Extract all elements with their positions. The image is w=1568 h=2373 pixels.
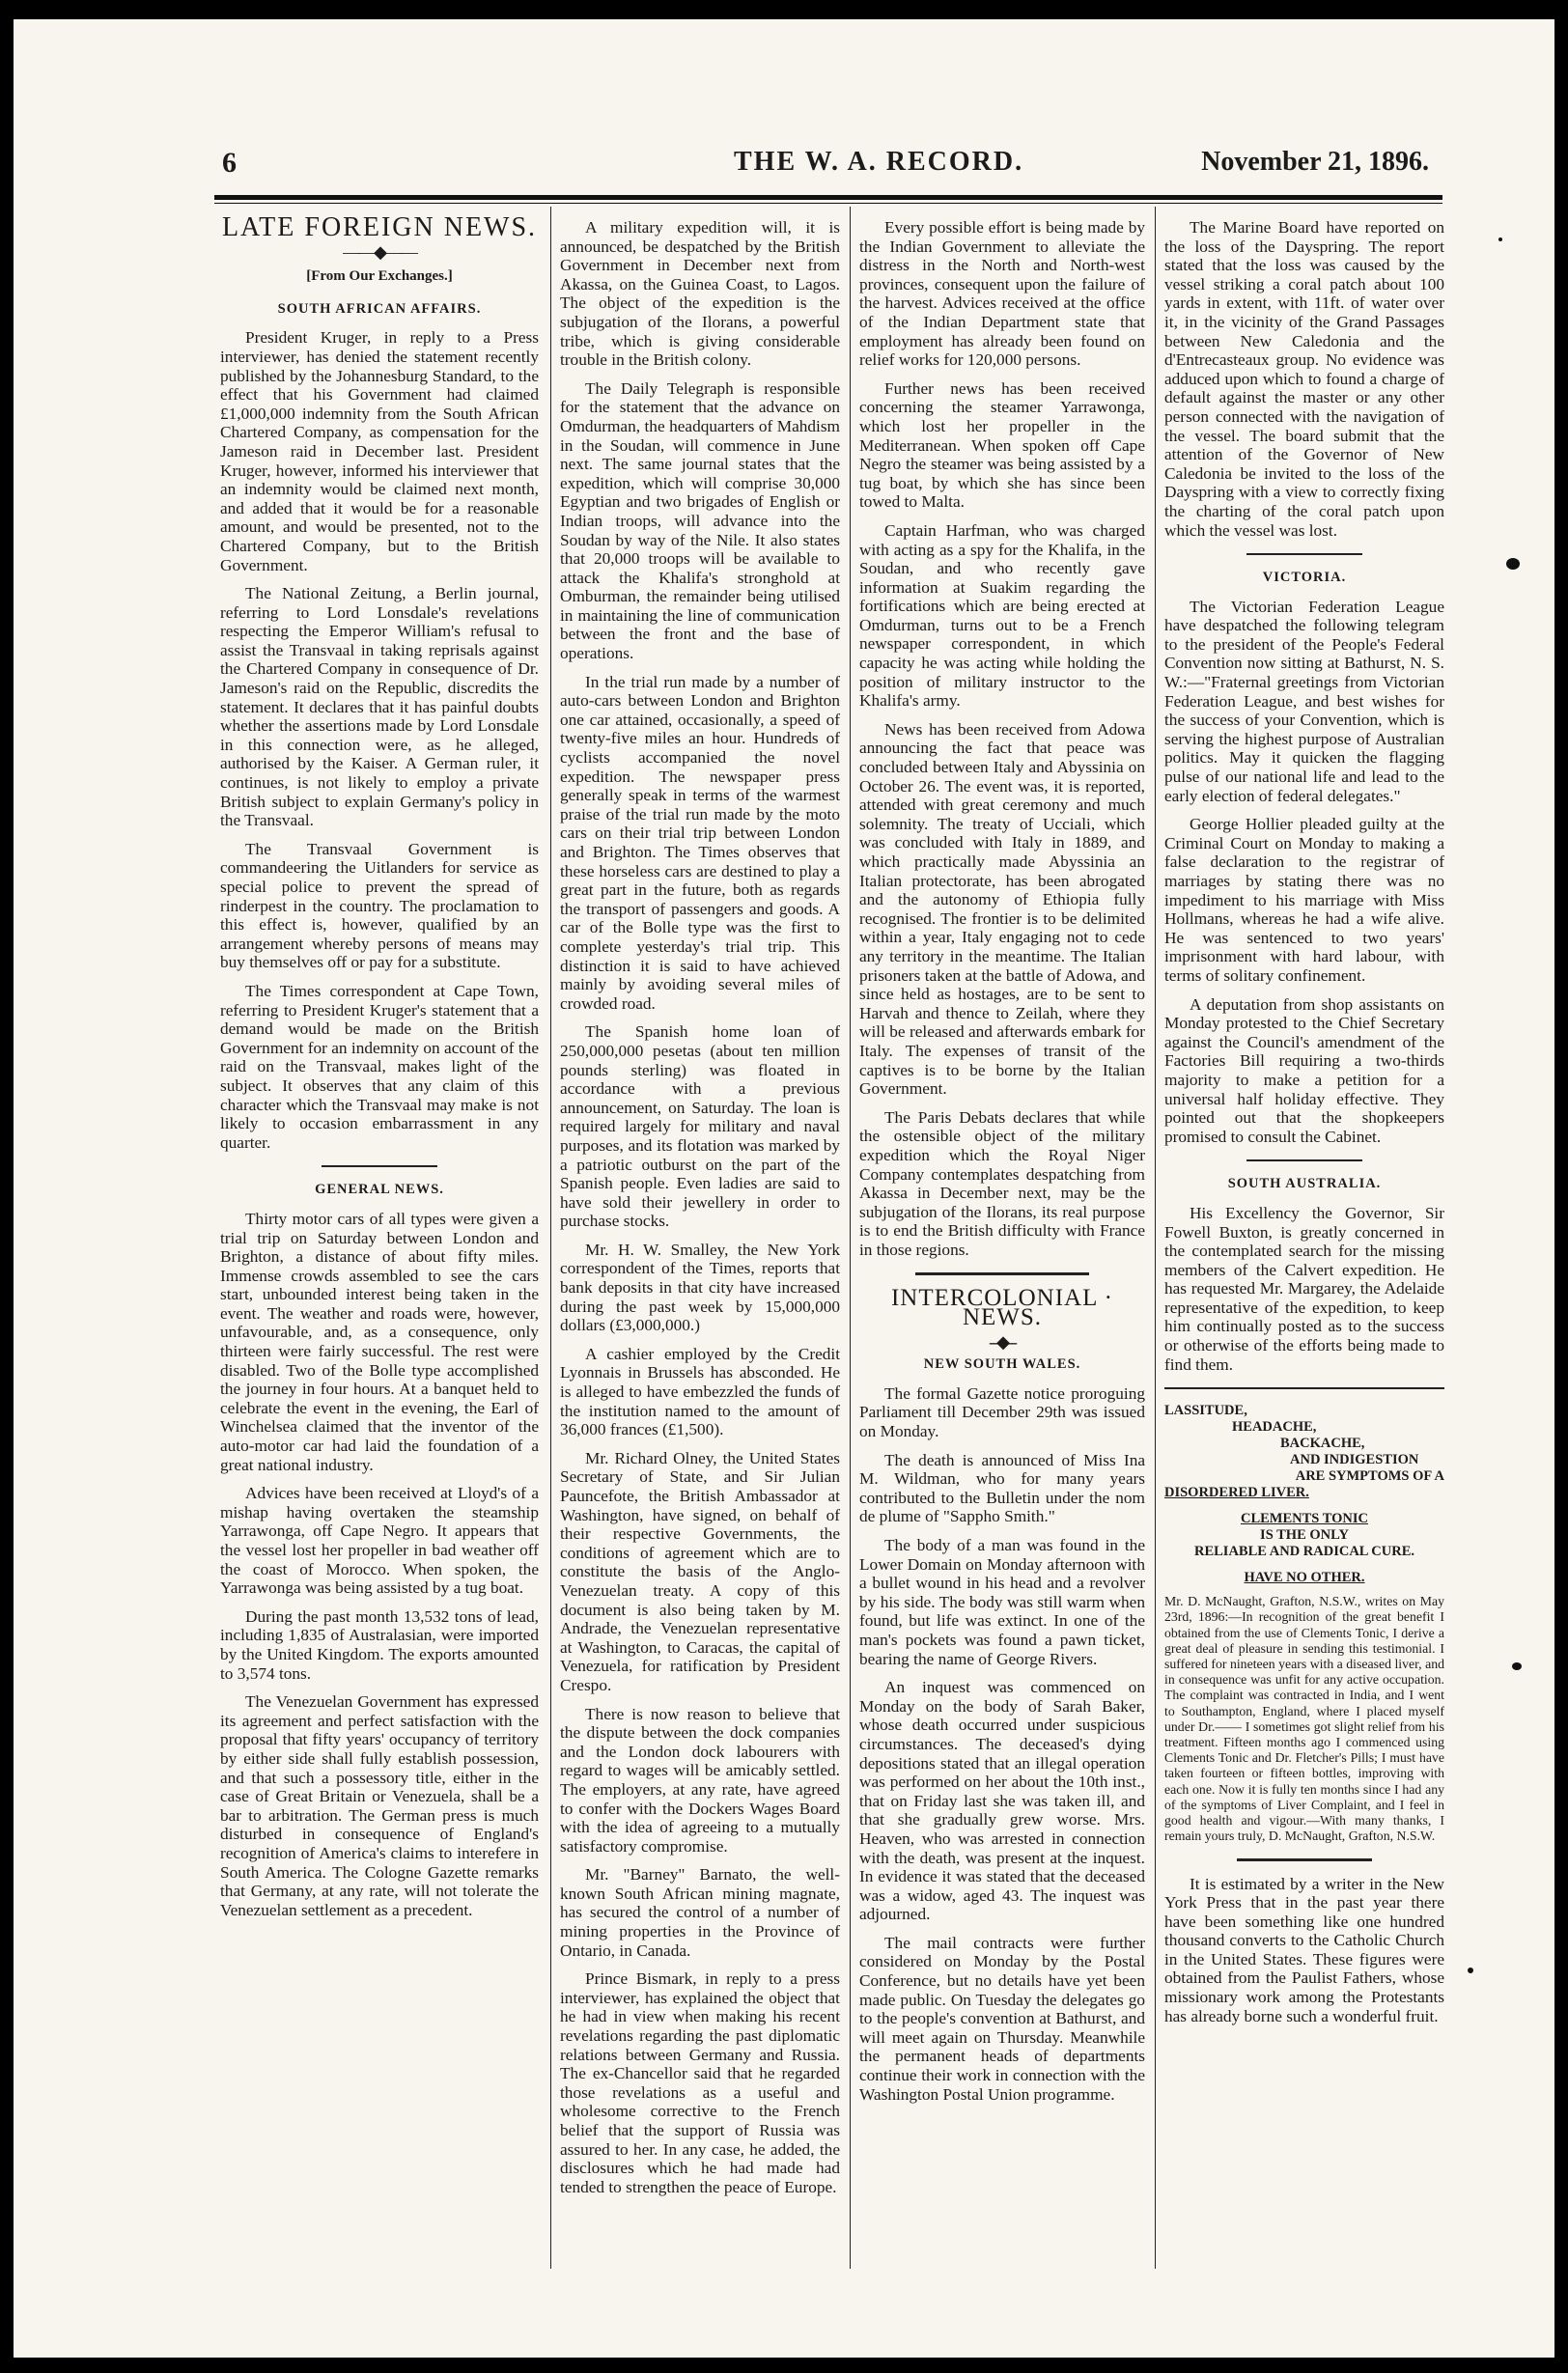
article-paragraph: The Spanish home loan of 250,000,000 pesetas (about ten million pounds sterling) was floated in accordance with a previous announcement, on Saturday. The loan is required largely for military and naval purposes, and its flotation was marked by a patriotic outburst on the part of the Spanish people. Even ladies are said to have sold their jewellery in order to purchase stocks. <box>560 1022 840 1231</box>
article-paragraph: A military expedition will, it is announced, be despatched by the British Government in December next from Akassa, on the Guinea Coast, to Lagos. The object of the expedition is the subjugation of the Ilorans, a powerful tribe, which is giving considerable trouble in the British colony. <box>560 218 840 370</box>
advertisement <box>1164 1403 1444 1586</box>
article-paragraph: President Kruger, in reply to a Press interviewer, has denied the statement recently published by the Johannesburg Standard, to the effect that his Government had claimed £1,000,000 indemnity from the South African Chartered Company, as compensation for the Jameson raid in December last. President Kruger, however, informed his interviewer that an indemnity would be claimed next month, and added that it would be for a reasonable amount, and would be presented, not to the Chartered Company, but to the British Government. <box>220 328 539 574</box>
scan-mark <box>1512 1662 1522 1670</box>
subhead-south-african-affairs: SOUTH AFRICAN AFFAIRS. <box>277 300 482 317</box>
section-title-late-foreign-news: LATE FOREIGN NEWS. <box>221 212 538 242</box>
article-paragraph: There is now reason to believe that the dispute between the dock companies and the London dock labourers with regard to wages will be amicably settled. The employers, at any rate, have agreed to confer with the Dockers Wages Board with the idea of agreeing to a mutually satisfactory compromise. <box>560 1704 840 1856</box>
article-paragraph: News has been received from Adowa announcing the fact that peace was concluded between Italy and Abyssinia on October 26. The event was, it is reported, attended with great ceremony and much solemnity. The treaty of Ucciali, which was concluded with Italy in 1889, and which practically made Abyssinia an Italian protectorate, has been abrogated and the autonomy of Ethiopia fully recognised. The frontier is to be delimited within a year, Italy engaging not to cede any territory in the meantime. The Italian prisoners taken at the battle of Adowa, and since held as hostages, are to be sent to Harvah and thence to Zeilah, where they will be released and afterwards embark for Italy. The expenses of transit of the captives is to be borne by the Italian Government. <box>859 719 1145 1099</box>
header-rule-thin <box>214 203 1442 204</box>
scan-mark <box>1498 237 1502 241</box>
subhead-new-south-wales: NEW SOUTH WALES. <box>923 1356 1081 1373</box>
column-rule <box>850 207 851 2269</box>
advert-line: HAVE NO OTHER. <box>1244 1570 1365 1586</box>
advert-line: HEADACHE, <box>1232 1419 1317 1436</box>
column-2 <box>560 218 840 2206</box>
ornament-divider: --◆-- <box>989 1331 1016 1352</box>
advert-line: CLEMENTS TONIC <box>1240 1511 1368 1527</box>
header-rule <box>214 195 1442 200</box>
article-paragraph: Every possible effort is being made by the Indian Government to alleviate the distress in the North and North-west provinces, consequent upon the failure of the harvest. Advices received at the office of the Indian Department state that employment has already been found on relief works for 120,000 persons. <box>859 218 1145 370</box>
column-1 <box>220 212 539 1929</box>
advert-line: AND INDIGESTION <box>1290 1452 1419 1468</box>
section-divider <box>322 1165 437 1167</box>
scan-mark <box>1468 1968 1473 1973</box>
advert-line: IS THE ONLY <box>1260 1527 1349 1544</box>
section-divider <box>1246 553 1362 555</box>
article-paragraph: Further news has been received concerning the steamer Yarrawonga, which lost her propeller in the Mediterranean. When spoken off Cape Negro the steamer was being assisted by a tug boat, by which she has since been towed to Malta. <box>859 378 1145 512</box>
article-paragraph: The Daily Telegraph is responsible for the statement that the advance on Omdurman, the headquarters of Mahdism in the Soudan, will commence in June next. The same journal states that the expedition, which will comprise 30,000 Egyptian and two brigades of English or Indian troops, will advance into the Soudan by way of the Nile. It also states that 20,000 troops will be available to attack the Khalifa's stronghold at Omburman, the remainder being utilised in maintaining the line of communication between the front and the base of operations. <box>560 378 840 663</box>
article-paragraph: The mail contracts were further considered on Monday by the Postal Conference, but no details have yet been made public. On Tuesday the delegates go to the people's convention at Bathurst, and will meet again on Thursday. Meanwhile the permanent heads of departments continue their work in connection with the Washington Postal Union programme. <box>859 1933 1145 2104</box>
advert-line: DISORDERED LIVER. <box>1164 1485 1309 1501</box>
column-4 <box>1164 218 1444 2035</box>
article-paragraph: A deputation from shop assistants on Monday protested to the Chief Secretary against the Council's amendment of the Factories Bill requiring a two-thirds majority to make a petition for a universal half holiday effective. They pointed out that the shopkeepers promised to consult the Cabinet. <box>1164 994 1444 1146</box>
subhead-south-australia: SOUTH AUSTRALIA. <box>1227 1176 1382 1192</box>
page-header <box>212 143 1429 185</box>
article-paragraph: Mr. Richard Olney, the United States Secretary of State, and Sir Julian Pauncefote, the British Ambassador at Washington, have signed, on behalf of their respective Governments, the conditions of agreement which are to constitute the basis of the Anglo-Venezuelan treaty. A copy of this document is also being taken by M. Andrade, the Venezuelan representative at Washington, to Caracas, the capital of Venezuela, for ratification by President Crespo. <box>560 1448 840 1694</box>
article-paragraph: The Transvaal Government is commandeering the Uitlanders for service as special police to prevent the spread of rinderpest in the country. The proclamation to this effect is, however, qualified by an arrangement whereby persons of means may buy themselves off or pay for a substitute. <box>220 839 539 972</box>
ornament-divider: ——◆—— <box>343 241 416 262</box>
issue-date: November 21, 1896. <box>1201 147 1429 177</box>
article-paragraph: In the trial run made by a number of auto-cars between London and Brighton one car attained, occasionally, a speed of twenty-five miles an hour. Hundreds of cyclists accompanied the novel expedition. The newspaper press generally speak in terms of the warmest praise of the trial run made by the moto cars on their trial trip between London and Brighton. The Times observes that these horseless cars are destined to play a great part in the future, both as regards the transport of passengers and goods. A car of the Bolle type was the first to complete yesterday's trial trip. This distinction it is said to have achieved mainly by avoiding several miles of crowded road. <box>560 672 840 1013</box>
advert-rule <box>1164 1387 1444 1389</box>
article-paragraph: An inquest was commenced on Monday on the body of Sarah Baker, whose death occurred under suspicious circumstances. The deceased's dying depositions stated that an illegal operation was performed on her about the 10th inst., that on Friday last she was taken ill, and that she gradually grew worse. Mrs. Heaven, who was arrested in connection with the death, was present at the inquest. In evidence it was stated that the deceased was a widow, aged 43. The inquest was adjourned. <box>859 1678 1145 1924</box>
article-paragraph: The Paris Debats declares that while the ostensible object of the military expedition which the Royal Niger Company contemplates despatching from Akassa in December next, may be the subjugation of the Ilorans, its real purpose is to end the British difficulty with France in those regions. <box>859 1107 1145 1259</box>
column-3 <box>859 218 1145 2113</box>
article-paragraph: Prince Bismark, in reply to a press interviewer, has explained the object that he had in view when making his recent revelations regarding the past diplomatic relations between Germany and Russia. The ex-Chancellor said that he regarded those revelations as a useful and wholesome corrective to the French belief that the support of Russia was assured to her. In any case, he added, the disclosures which he had made had tended to strengthen the peace of Europe. <box>560 1969 840 2196</box>
advert-line: ARE SYMPTOMS OF A <box>1295 1468 1444 1485</box>
section-title-intercolonial-news: INTERCOLONIAL · NEWS. <box>890 1285 1113 1331</box>
subhead-general-news: GENERAL NEWS. <box>315 1182 444 1198</box>
article-paragraph: The body of a man was found in the Lower Domain on Monday afternoon with a bullet wound in his head and a revolver by his side. The body was still warm when found, but life was extinct. In one of the man's pockets was found a pawn ticket, bearing the name of George Rivers. <box>859 1536 1145 1668</box>
article-paragraph: George Hollier pleaded guilty at the Criminal Court on Monday to making a false declaration to the registrar of marriages by stating there was no impediment to his marriage with Miss Hollmans, whereas he had a wife alive. He was sentenced to two years' imprisonment with hard labour, with terms of solitary confinement. <box>1164 815 1444 985</box>
article-paragraph: Thirty motor cars of all types were given a trial trip on Saturday between London and Brighton, a distance of about fifty miles. Immense crowds assembled to see the cars start, unbounded interest being taken in the event. The weather and roads were, however, unfavourable, and, as a consequence, only thirteen were fairly successful. The rest were disabled. Two of the Bolle type accomplished the journey in four hours. At a banquet held to celebrate the event in the evening, the Earl of Winchelsea claimed that the inventor of the auto-motor car had laid the foundation of a great national industry. <box>220 1209 539 1474</box>
page-number: 6 <box>222 147 237 179</box>
article-paragraph: His Excellency the Governor, Sir Fowell Buxton, is greatly concerned in the contemplated search for the missing members of the Calvert expedition. He has requested Mr. Margarey, the Adelaide representative of the expedition, to keep him continually posted as to the success or otherwise of the efforts being made to find them. <box>1164 1203 1444 1374</box>
column-rule <box>1155 207 1156 2269</box>
article-paragraph: The Marine Board have reported on the loss of the Dayspring. The report stated that the loss was caused by the vessel striking a coral patch about 100 yards in extent, with 11ft. of water over it, in the vicinity of the Grand Passages between New Caledonia and the d'Entrecasteaux group. No evidence was adduced upon which to found a charge of default against the master or any other person connected with the navigation of the vessel. The board submit that the attention of the Governor of New Caledonia be invited to the loss of the Dayspring with a view to correctly fixing the charting of the coral patch upon which the vessel was lost. <box>1164 218 1444 540</box>
advert-line: RELIABLE AND RADICAL CURE. <box>1193 1544 1414 1560</box>
article-paragraph: The Victorian Federation League have despatched the following telegram to the president of the People's Federal Convention now sitting at Bathurst, N. S. W.:—"Fraternal greetings from Victorian Federation League, and best wishes for the success of your Convention, which is serving the highest purpose of Australian politics. May it quicken the flagging pulse of our national life and lead to the early election of federal delegates." <box>1164 597 1444 805</box>
article-paragraph: Captain Harfman, who was charged with acting as a spy for the Khalifa, in the Soudan, and who recently gave information at Suakim regarding the fortifications which are being erected at Omdurman, turns out to be a French newspaper correspondent, in which capacity he was acting while holding the position of military instructor to the Khalifa's army. <box>859 520 1145 711</box>
section-divider <box>915 1272 1089 1275</box>
article-paragraph: Mr. H. W. Smalley, the New York correspondent of the Times, reports that bank deposits in that city have increased during the past week by 15,000,000 dollars (£3,000,000.) <box>560 1240 840 1335</box>
article-paragraph: The death is announced of Miss Ina M. Wildman, who for many years contributed to the Bulletin under the nom de plume of "Sappho Smith." <box>859 1450 1145 1526</box>
article-paragraph: The Times correspondent at Cape Town, referring to President Kruger's statement that a demand would be made on the British Government for an indemnity on account of the raid on the Transvaal, makes light of the subject. It observes that any claim of this character which the Transvaal may make is not likely to occasion embarrassment in any quarter. <box>220 981 539 1152</box>
advert-testimonial: Mr. D. McNaught, Grafton, N.S.W., writes on May 23rd, 1896:—In recognition of the great benefit I obtained from the use of Clements Tonic, I derive a great deal of pleasure in sending this testimonial. I suffered for nineteen years with a diseased liver, and in consequence was unfit for any active occupation. The complaint was contracted in India, and I went to Southampton, England, where I placed myself under Dr.—— I sometimes got slight relief from his treatment. Fifteen months ago I commenced using Clements Tonic and Dr. Fletcher's Pills; I must have taken fourteen or fifteen bottles, improving with each one. Now it is fully ten months since I had any of the symptoms of Liver Complaint, and I feel in good health and vigour.—With many thanks, I remain yours truly, D. McNaught, Grafton, N.S.W. <box>1164 1594 1444 1844</box>
article-paragraph: A cashier employed by the Credit Lyonnais in Brussels has absconded. He is alleged to have embezzled the funds of the institution named to the amount of 36,000 frances (£1,500). <box>560 1344 840 1439</box>
advert-line: LASSITUDE, <box>1164 1403 1247 1419</box>
article-paragraph: It is estimated by a writer in the New York Press that in the past year there have been something like one hundred thousand converts to the Catholic Church in the United States. These figures were obtained from the Paulist Fathers, whose missionary work among the Protestants has already borne such a wonderful fruit. <box>1164 1874 1444 2025</box>
newspaper-title: THE W. A. RECORD. <box>734 147 1024 177</box>
article-paragraph: The National Zeitung, a Berlin journal, referring to Lord Lonsdale's revelations respecting the Emperor William's refusal to assist the Transvaal in taking reprisals against the Chartered Company in consequence of Dr. Jameson's raid on the Republic, discredits the statement. It declares that it has painful doubts whether the assertions made by Lord Lonsdale in this connection were, as he alleged, authorised by the Kaiser. A German ruler, it continues, is not likely to employ a private British subject to explain Germany's policy in the Transvaal. <box>220 584 539 830</box>
column-rule <box>550 207 551 2269</box>
source-note: [From Our Exchanges.] <box>306 268 453 285</box>
subhead-victoria: VICTORIA. <box>1262 570 1347 586</box>
scan-mark <box>1506 558 1520 570</box>
section-divider <box>1237 1858 1372 1861</box>
article-paragraph: The Venezuelan Government has expressed its agreement and perfect satisfaction with the proposal that fifty years' occupancy of territory by either side shall fully establish possession, and that such a possessory title, either in the case of Great Britain or Venezuela, shall be a bar to arbitration. The German press is much disturbed in consequence of England's recognition of America's claims to interefere in South America. The Cologne Gazette remarks that Germany, at any rate, will not tolerate the Venezuelan settlement as a precedent. <box>220 1692 539 1919</box>
article-paragraph: During the past month 13,532 tons of lead, including 1,835 of Australasian, were imported by the United Kingdom. The exports amounted to 3,574 tons. <box>220 1606 539 1683</box>
article-paragraph: Mr. "Barney" Barnato, the well-known South African mining magnate, has secured the control of a number of mining properties in the Province of Ontario, in Canada. <box>560 1865 840 1960</box>
article-paragraph: The formal Gazette notice proroguing Parliament till December 29th was issued on Monday. <box>859 1383 1145 1441</box>
article-paragraph: Advices have been received at Lloyd's of a mishap having overtaken the steamship Yarrawonga, off Cape Negro. It appears that the vessel lost her propeller in bad weather off the coast of Morocco. When spoken, the Yarrawonga was being assisted by a tug boat. <box>220 1484 539 1598</box>
section-divider <box>1246 1159 1362 1161</box>
advert-line: BACKACHE, <box>1280 1436 1365 1452</box>
